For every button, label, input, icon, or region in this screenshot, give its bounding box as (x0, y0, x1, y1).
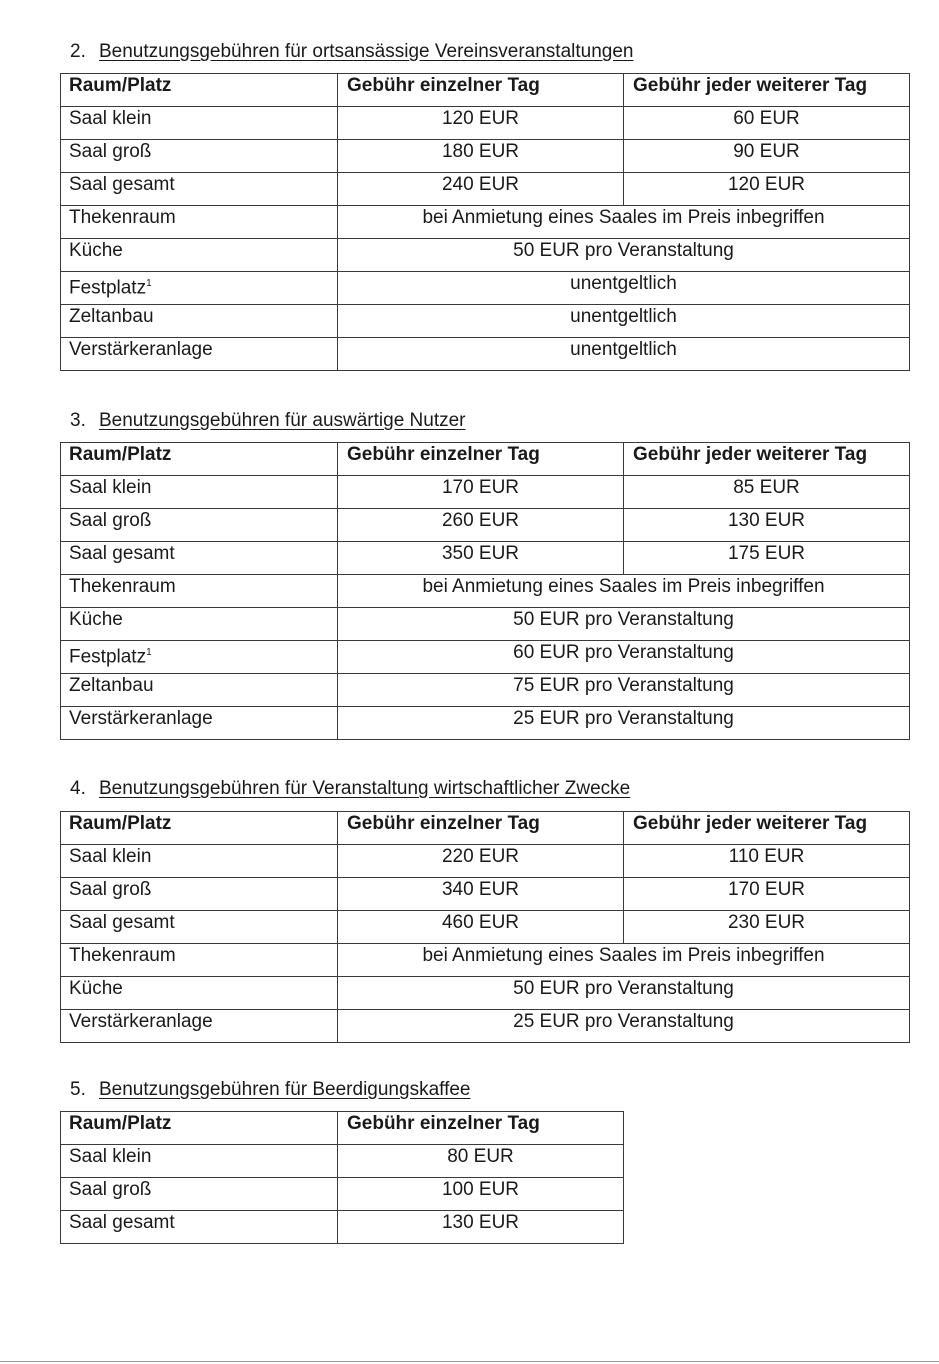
fee-merged-cell: 50 EUR pro Veranstaltung (338, 977, 910, 1010)
room-cell: Küche (61, 977, 338, 1010)
room-cell: Saal gesamt (61, 542, 338, 575)
table-row (61, 845, 910, 878)
table-header-row (61, 443, 910, 476)
fee-merged-cell: bei Anmietung eines Saales im Preis inbegriffen (338, 206, 910, 239)
header-cell: Gebühr einzelner Tag (338, 1112, 624, 1145)
room-cell: Thekenraum (61, 206, 338, 239)
fee-merged-cell: unentgeltlich (338, 305, 910, 338)
fee-day-cell: 100 EUR (338, 1178, 624, 1211)
header-cell: Raum/Platz (61, 74, 338, 107)
fee-day-cell: 170 EUR (338, 476, 624, 509)
section-number: 2. (70, 41, 86, 62)
table-row (61, 206, 910, 239)
table-row (61, 707, 910, 740)
fee-table-section-4 (60, 811, 910, 1043)
table-row (61, 608, 910, 641)
table-row (61, 140, 910, 173)
fee-table-section-2 (60, 73, 910, 371)
room-cell: Zeltanbau (61, 305, 338, 338)
fee-day-cell: 120 EUR (338, 107, 624, 140)
fee-day-cell: 80 EUR (338, 1145, 624, 1178)
section-heading (70, 409, 466, 433)
fee-next-cell: 230 EUR (624, 911, 910, 944)
table-row (61, 305, 910, 338)
fee-merged-cell: 75 EUR pro Veranstaltung (338, 674, 910, 707)
table-row (61, 674, 910, 707)
fee-merged-cell: 60 EUR pro Veranstaltung (338, 641, 910, 674)
room-cell (61, 272, 338, 305)
table-row (61, 1211, 624, 1244)
room-cell: Thekenraum (61, 575, 338, 608)
fee-next-cell: 85 EUR (624, 476, 910, 509)
fee-next-cell: 175 EUR (624, 542, 910, 575)
table-row (61, 1010, 910, 1043)
fee-day-cell: 180 EUR (338, 140, 624, 173)
fee-day-cell: 340 EUR (338, 878, 624, 911)
fee-merged-cell: unentgeltlich (338, 272, 910, 305)
table-row (61, 575, 910, 608)
header-cell: Raum/Platz (61, 1112, 338, 1145)
table-row (61, 107, 910, 140)
room-cell: Zeltanbau (61, 674, 338, 707)
table-row (61, 1145, 624, 1178)
table-row (61, 977, 910, 1010)
fee-table-section-3 (60, 442, 910, 740)
fee-merged-cell: bei Anmietung eines Saales im Preis inbegriffen (338, 944, 910, 977)
header-cell: Gebühr jeder weiterer Tag (624, 443, 910, 476)
table-row (61, 173, 910, 206)
fee-day-cell: 240 EUR (338, 173, 624, 206)
table-row (61, 338, 910, 371)
table-row (61, 641, 910, 674)
room-cell: Verstärkeranlage (61, 338, 338, 371)
table-row (61, 239, 910, 272)
fee-merged-cell: 25 EUR pro Veranstaltung (338, 707, 910, 740)
table-row (61, 272, 910, 305)
room-cell: Saal groß (61, 878, 338, 911)
fee-day-cell: 130 EUR (338, 1211, 624, 1244)
room-cell: Saal groß (61, 140, 338, 173)
room-name: Festplatz (69, 277, 147, 299)
fee-day-cell: 460 EUR (338, 911, 624, 944)
room-cell: Saal groß (61, 1178, 338, 1211)
room-cell: Saal klein (61, 476, 338, 509)
fee-merged-cell: 25 EUR pro Veranstaltung (338, 1010, 910, 1043)
section-number: 4. (70, 778, 86, 799)
room-name: Festplatz (69, 646, 147, 668)
fee-next-cell: 170 EUR (624, 878, 910, 911)
section-number: 3. (70, 410, 86, 431)
fee-day-cell: 350 EUR (338, 542, 624, 575)
fee-table-section-5 (60, 1111, 624, 1244)
header-cell: Raum/Platz (61, 812, 338, 845)
fee-next-cell: 130 EUR (624, 509, 910, 542)
room-cell: Saal groß (61, 509, 338, 542)
header-cell: Gebühr einzelner Tag (338, 443, 624, 476)
room-cell: Saal gesamt (61, 911, 338, 944)
room-cell: Thekenraum (61, 944, 338, 977)
fee-next-cell: 110 EUR (624, 845, 910, 878)
section-title: Benutzungsgebühren für ortsansässige Vereinsveranstaltungen (99, 41, 634, 62)
room-cell: Verstärkeranlage (61, 1010, 338, 1043)
header-cell: Gebühr jeder weiterer Tag (624, 74, 910, 107)
room-cell: Saal gesamt (61, 173, 338, 206)
room-cell (61, 641, 338, 674)
header-cell: Raum/Platz (61, 443, 338, 476)
room-cell: Saal klein (61, 845, 338, 878)
fee-day-cell: 220 EUR (338, 845, 624, 878)
page-bottom-divider (0, 1361, 939, 1362)
header-cell: Gebühr einzelner Tag (338, 812, 624, 845)
room-cell: Saal gesamt (61, 1211, 338, 1244)
section-title: Benutzungsgebühren für Beerdigungskaffee (99, 1079, 471, 1100)
fee-next-cell: 60 EUR (624, 107, 910, 140)
fee-table (60, 442, 910, 740)
fee-merged-cell: unentgeltlich (338, 338, 910, 371)
room-cell: Saal klein (61, 107, 338, 140)
table-row (61, 911, 910, 944)
section-title: Benutzungsgebühren für Veranstaltung wirtschaftlicher Zwecke (99, 778, 631, 799)
room-cell: Küche (61, 608, 338, 641)
room-cell: Saal klein (61, 1145, 338, 1178)
table-row (61, 542, 910, 575)
header-cell: Gebühr einzelner Tag (338, 74, 624, 107)
section-number: 5. (70, 1079, 86, 1100)
room-cell: Küche (61, 239, 338, 272)
fee-next-cell: 120 EUR (624, 173, 910, 206)
fee-merged-cell: 50 EUR pro Veranstaltung (338, 608, 910, 641)
room-cell: Verstärkeranlage (61, 707, 338, 740)
header-cell: Gebühr jeder weiterer Tag (624, 812, 910, 845)
fee-table (60, 1111, 624, 1244)
table-row (61, 878, 910, 911)
fee-table (60, 73, 910, 371)
table-header-row (61, 812, 910, 845)
footnote-marker: 1 (146, 647, 152, 658)
table-row (61, 509, 910, 542)
section-heading (70, 777, 630, 801)
table-row (61, 476, 910, 509)
table-row (61, 944, 910, 977)
fee-merged-cell: 50 EUR pro Veranstaltung (338, 239, 910, 272)
table-header-row (61, 74, 910, 107)
section-heading (70, 40, 633, 64)
table-header-row (61, 1112, 624, 1145)
section-heading (70, 1078, 470, 1102)
section-title: Benutzungsgebühren für auswärtige Nutzer (99, 410, 466, 431)
table-row (61, 1178, 624, 1211)
fee-next-cell: 90 EUR (624, 140, 910, 173)
fee-table (60, 811, 910, 1043)
fee-day-cell: 260 EUR (338, 509, 624, 542)
fee-merged-cell: bei Anmietung eines Saales im Preis inbegriffen (338, 575, 910, 608)
footnote-marker: 1 (146, 278, 152, 289)
